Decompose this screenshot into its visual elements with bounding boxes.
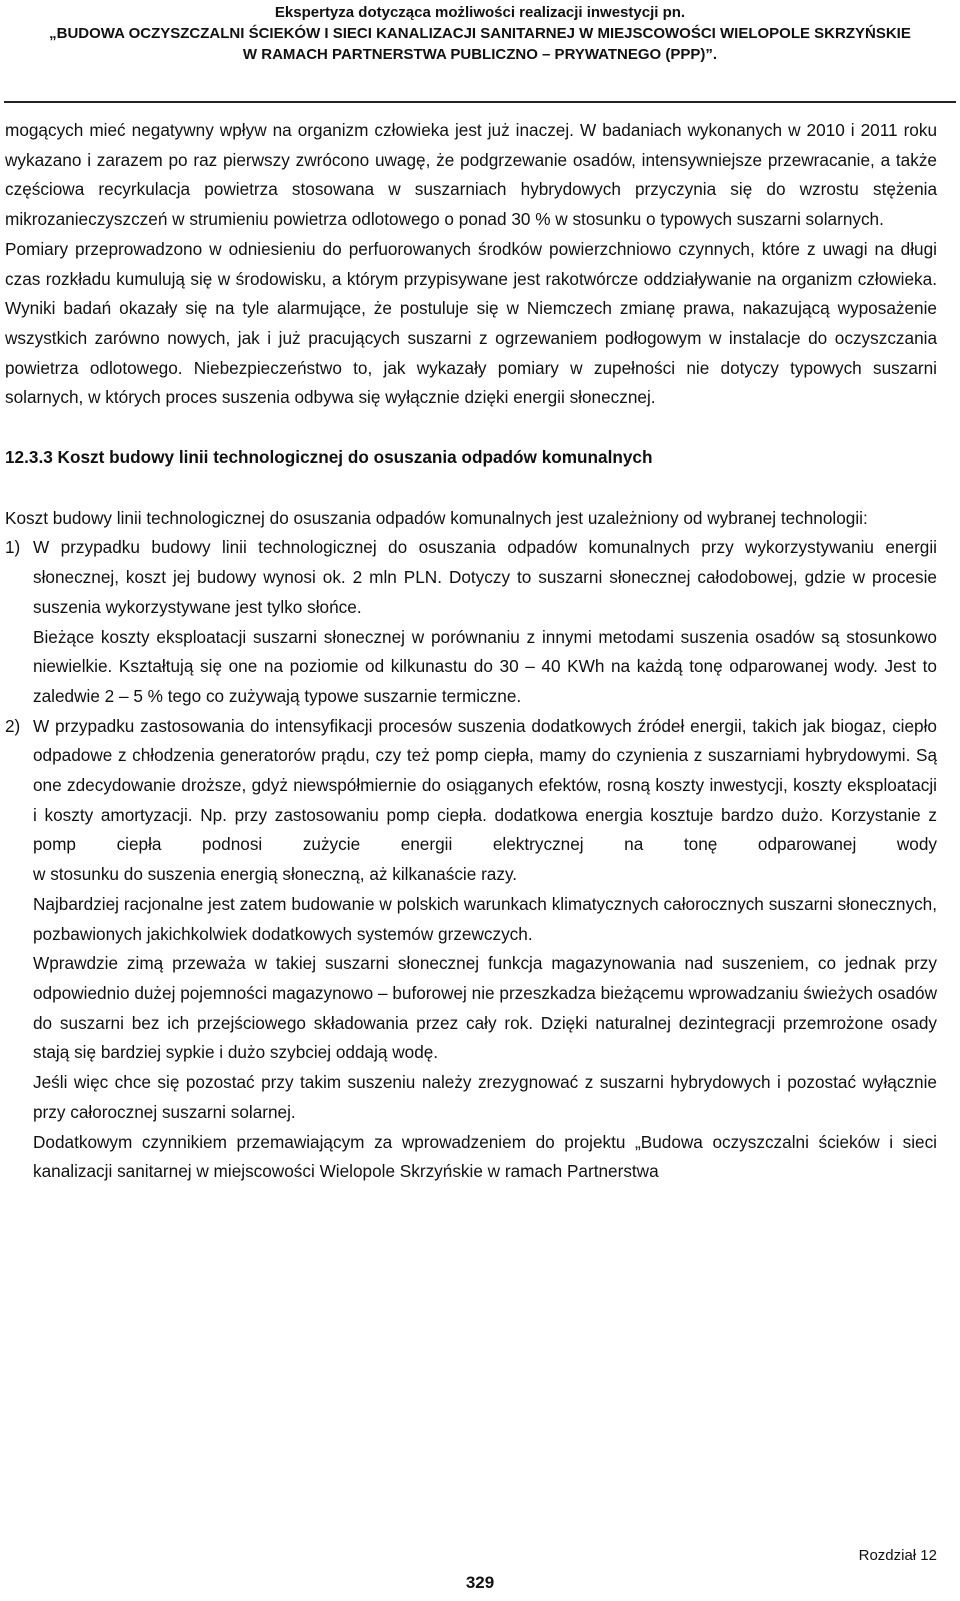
footer-chapter-label: Rozdział 12 bbox=[858, 1547, 937, 1564]
header-divider bbox=[4, 101, 956, 103]
list-item-2-continuation-2: Wprawdzie zimą przeważa w takiej suszarni słonecznej funkcja magazynowania nad suszeniem, co jednak przy odpowiednio dużej pojemności magazynowo – buforowej nie przeszkadza bieżącemu wprowadzaniu świeżych osadów do suszarni bez ich przejściowego składowania przez cały rok. Dzięki naturalnej dezintegracji przemrożone osady stają się bardziej sypkie i dużo szybciej oddają wodę. bbox=[33, 953, 937, 1063]
list-marker-2: 2) bbox=[5, 715, 21, 736]
paragraph-measurements: Pomiary przeprowadzono w odniesieniu do perfuorowanych środków powierzchniowo czynnych, które z uwagi na długi czas rozkładu kumulują się w środowisku, a którym przypisywane jest rakotwórcze oddziaływanie na organizm człowieka. Wyniki badań okazały się na tyle alarmujące, że postuluje się w Niemczech zmianę prawa, nakazującą wyposażenie wszystkich zarówno nowych, jak i już pracujących suszarni z ogrzewaniem podłogowym w instalacje do oczyszczania powietrza odlotowego. Niebezpieczeństwo to, jak wykazały pomiary w zupełności nie dotyczy typowych suszarni solarnych, w których proces suszenia odbywa się wyłącznie dzięki energii słonecznej. bbox=[5, 238, 937, 408]
list-item-2 bbox=[5, 712, 937, 890]
header-line-2: „BUDOWA OCZYSZCZALNI ŚCIEKÓW I SIECI KANALIZACJI SANITARNEJ W MIEJSCOWOŚCI WIELOPOLE SKRZYŃSKIE bbox=[49, 25, 911, 42]
list-item-1-continuation: Bieżące koszty eksploatacji suszarni słonecznej w porównaniu z innymi metodami suszenia osadów są stosunkowo niewielkie. Kształtują się one na poziomie od kilkunastu do 30 – 40 KWh na każdą tonę odparowanej wody. Jest to zaledwie 2 – 5 % tego co zużywają typowe suszarnie termiczne. bbox=[33, 626, 937, 706]
list-marker-1: 1) bbox=[5, 537, 21, 558]
document-body bbox=[5, 116, 937, 1187]
list-item-2-text-end: w stosunku do suszenia energią słoneczną, aż kilkanaście razy. bbox=[33, 864, 518, 885]
header-line-3: W RAMACH PARTNERSTWA PUBLICZNO – PRYWATNEGO (PPP)”. bbox=[242, 46, 718, 63]
list-item-1-text: W przypadku budowy linii technologicznej do osuszania odpadów komunalnych przy wykorzystywaniu energii słonecznej, koszt jej budowy wynosi ok. 2 mln PLN. Dotyczy to suszarni słonecznej całodobowej, gdzie w procesie suszenia wykorzystywane jest tylko słońce. bbox=[33, 537, 937, 617]
list-item-2-continuation-4: Dodatkowym czynnikiem przemawiającym za wprowadzeniem do projektu „Budowa oczyszczalni ścieków i sieci kanalizacji sanitarnej w miejscowości Wielopole Skrzyńskie w ramach Partnerstwa bbox=[33, 1131, 937, 1182]
page-header bbox=[0, 2, 960, 65]
list-item-1 bbox=[5, 533, 937, 622]
paragraph-hybrid-dryers: mogących mieć negatywny wpływ na organizm człowieka jest już inaczej. W badaniach wykonanych w 2010 i 2011 roku wykazano i zarazem po raz pierwszy zwrócono uwagę, że podgrzewanie osadów, intensywniejsze przewracanie, a także częściowa recyrkulacja powietrza stosowana w suszarniach hybrydowych przyczynia się do wzrostu stężenia mikrozanieczyszczeń w strumieniu powietrza odlotowego o ponad 30 % w stosunku o typowych suszarni solarnych. bbox=[5, 120, 937, 230]
section-heading: 12.3.3 Koszt budowy linii technologicznej do osuszania odpadów komunalnych bbox=[5, 447, 653, 468]
list-item-2-text: W przypadku zastosowania do intensyfikacji procesów suszenia dodatkowych źródeł energii, takich jak biogaz, ciepło odpadowe z chłodzenia generatorów prądu, czy też pomp ciepła, mamy do czynienia z suszarniami hybrydowymi. Są one zdecydowanie droższe, gdyż niewspółmiernie do osiąganych efektów, rosną koszty inwestycji, koszty eksploatacji i koszty amortyzacji. Np. przy zastosowaniu pomp ciepła. dodatkowa energia kosztuje bardzo dużo. Korzystanie z pomp ciepła podnosi zużycie energii elektrycznej na tonę odparowanej wody bbox=[33, 715, 937, 855]
list-item-2-continuation-1: Najbardziej racjonalne jest zatem budowanie w polskich warunkach klimatycznych całorocznych suszarni słonecznych, pozbawionych jakichkolwiek dodatkowych systemów grzewczych. bbox=[33, 893, 937, 944]
header-line-1: Ekspertyza dotycząca możliwości realizacji inwestycji pn. bbox=[274, 4, 686, 21]
paragraph-intro: Koszt budowy linii technologicznej do osuszania odpadów komunalnych jest uzależniony od wybranej technologii: bbox=[5, 507, 868, 528]
footer-page-number: 329 bbox=[465, 1573, 495, 1592]
list-item-2-continuation-3: Jeśli więc chce się pozostać przy takim suszeniu należy zrezygnować z suszarni hybrydowych i pozostać wyłącznie przy całorocznej suszarni solarnej. bbox=[33, 1072, 937, 1122]
